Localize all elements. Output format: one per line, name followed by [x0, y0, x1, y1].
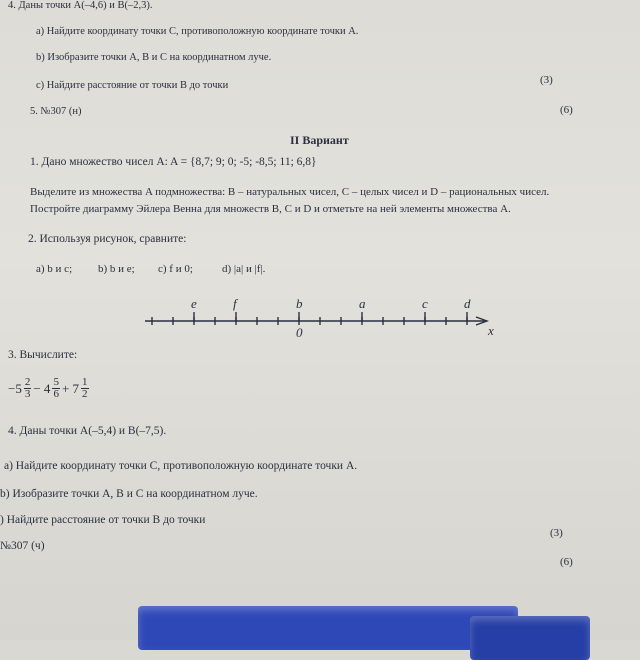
q2-choice-d: d) |a| и |f|.	[222, 263, 266, 275]
q4c-score: (3)	[550, 527, 563, 539]
point-label-d: d	[464, 296, 471, 311]
term3-denominator: 2	[82, 388, 88, 400]
term1-fraction	[24, 377, 32, 400]
q2-choice-c: c) f и 0;	[158, 263, 193, 275]
top-q4b: b) Изобразите точки A, B и C на координатном луче.	[36, 52, 272, 63]
term1-whole: −5	[8, 380, 22, 396]
q1-text-1: Выделите из множества A подмножества: B – натуральных чисел, C – целых чисел и D – рациональных чисел.	[30, 186, 550, 198]
variant-title: II Вариант	[290, 133, 349, 147]
term3-whole: + 7	[61, 380, 80, 396]
point-label-c: c	[422, 296, 428, 311]
term1-denominator: 3	[24, 388, 31, 400]
q3-prompt: 3. Вычислите:	[8, 349, 78, 361]
q4a: a) Найдите координату точки C, противоположную координате точки A.	[4, 460, 358, 472]
term3-fraction	[81, 377, 89, 400]
q2-choice-b: b) b и e;	[98, 263, 135, 275]
term2-fraction	[52, 377, 60, 400]
binder-clip	[138, 606, 518, 650]
x-axis-label: x	[488, 323, 494, 338]
top-q5: 5. №307 (н)	[30, 106, 82, 117]
q4-prompt: 4. Даны точки A(–5,4) и B(–7,5).	[8, 425, 167, 437]
q5-score: (6)	[560, 556, 573, 568]
top-q4c: c) Найдите расстояние от точки B до точки	[36, 80, 229, 91]
q3-expression	[8, 377, 89, 400]
top-q4a: a) Найдите координату точки C, противоположную координате точки A.	[36, 26, 359, 37]
q4c: ) Найдите расстояние от точки B до точки	[0, 514, 206, 526]
q2-prompt: 2. Используя рисунок, сравните:	[28, 233, 187, 245]
term3-numerator: 1	[82, 376, 88, 388]
q4b: b) Изобразите точки A, B и C на координатном луче.	[0, 488, 258, 500]
top-q4c-score: (3)	[540, 74, 553, 86]
point-label-f: f	[233, 296, 237, 311]
zero-label: 0	[296, 325, 303, 340]
q2-choice-a: a) b и c;	[36, 263, 73, 275]
point-label-e: e	[191, 296, 197, 311]
term1-numerator: 2	[24, 376, 31, 388]
top-q4: 4. Даны точки A(–4,6) и B(–2,3).	[8, 0, 153, 11]
term2-numerator: 5	[53, 376, 59, 388]
term2-whole: − 4	[33, 380, 51, 396]
top-q5-score: (6)	[560, 104, 573, 116]
term2-denominator: 6	[53, 388, 59, 400]
q5: №307 (ч)	[0, 540, 45, 552]
point-label-b: b	[296, 296, 303, 311]
number-line	[140, 294, 500, 344]
point-label-a: a	[359, 296, 366, 311]
q1-text-2: Постройте диаграмму Эйлера Венна для множеств B, C и D и отметьте на ней элементы множества A.	[30, 203, 511, 215]
q1-set: 1. Дано множество чисел A: A = {8,7; 9; 0; -5; -8,5; 11; 6,8}	[30, 156, 317, 168]
binder-clip-edge	[470, 616, 590, 660]
